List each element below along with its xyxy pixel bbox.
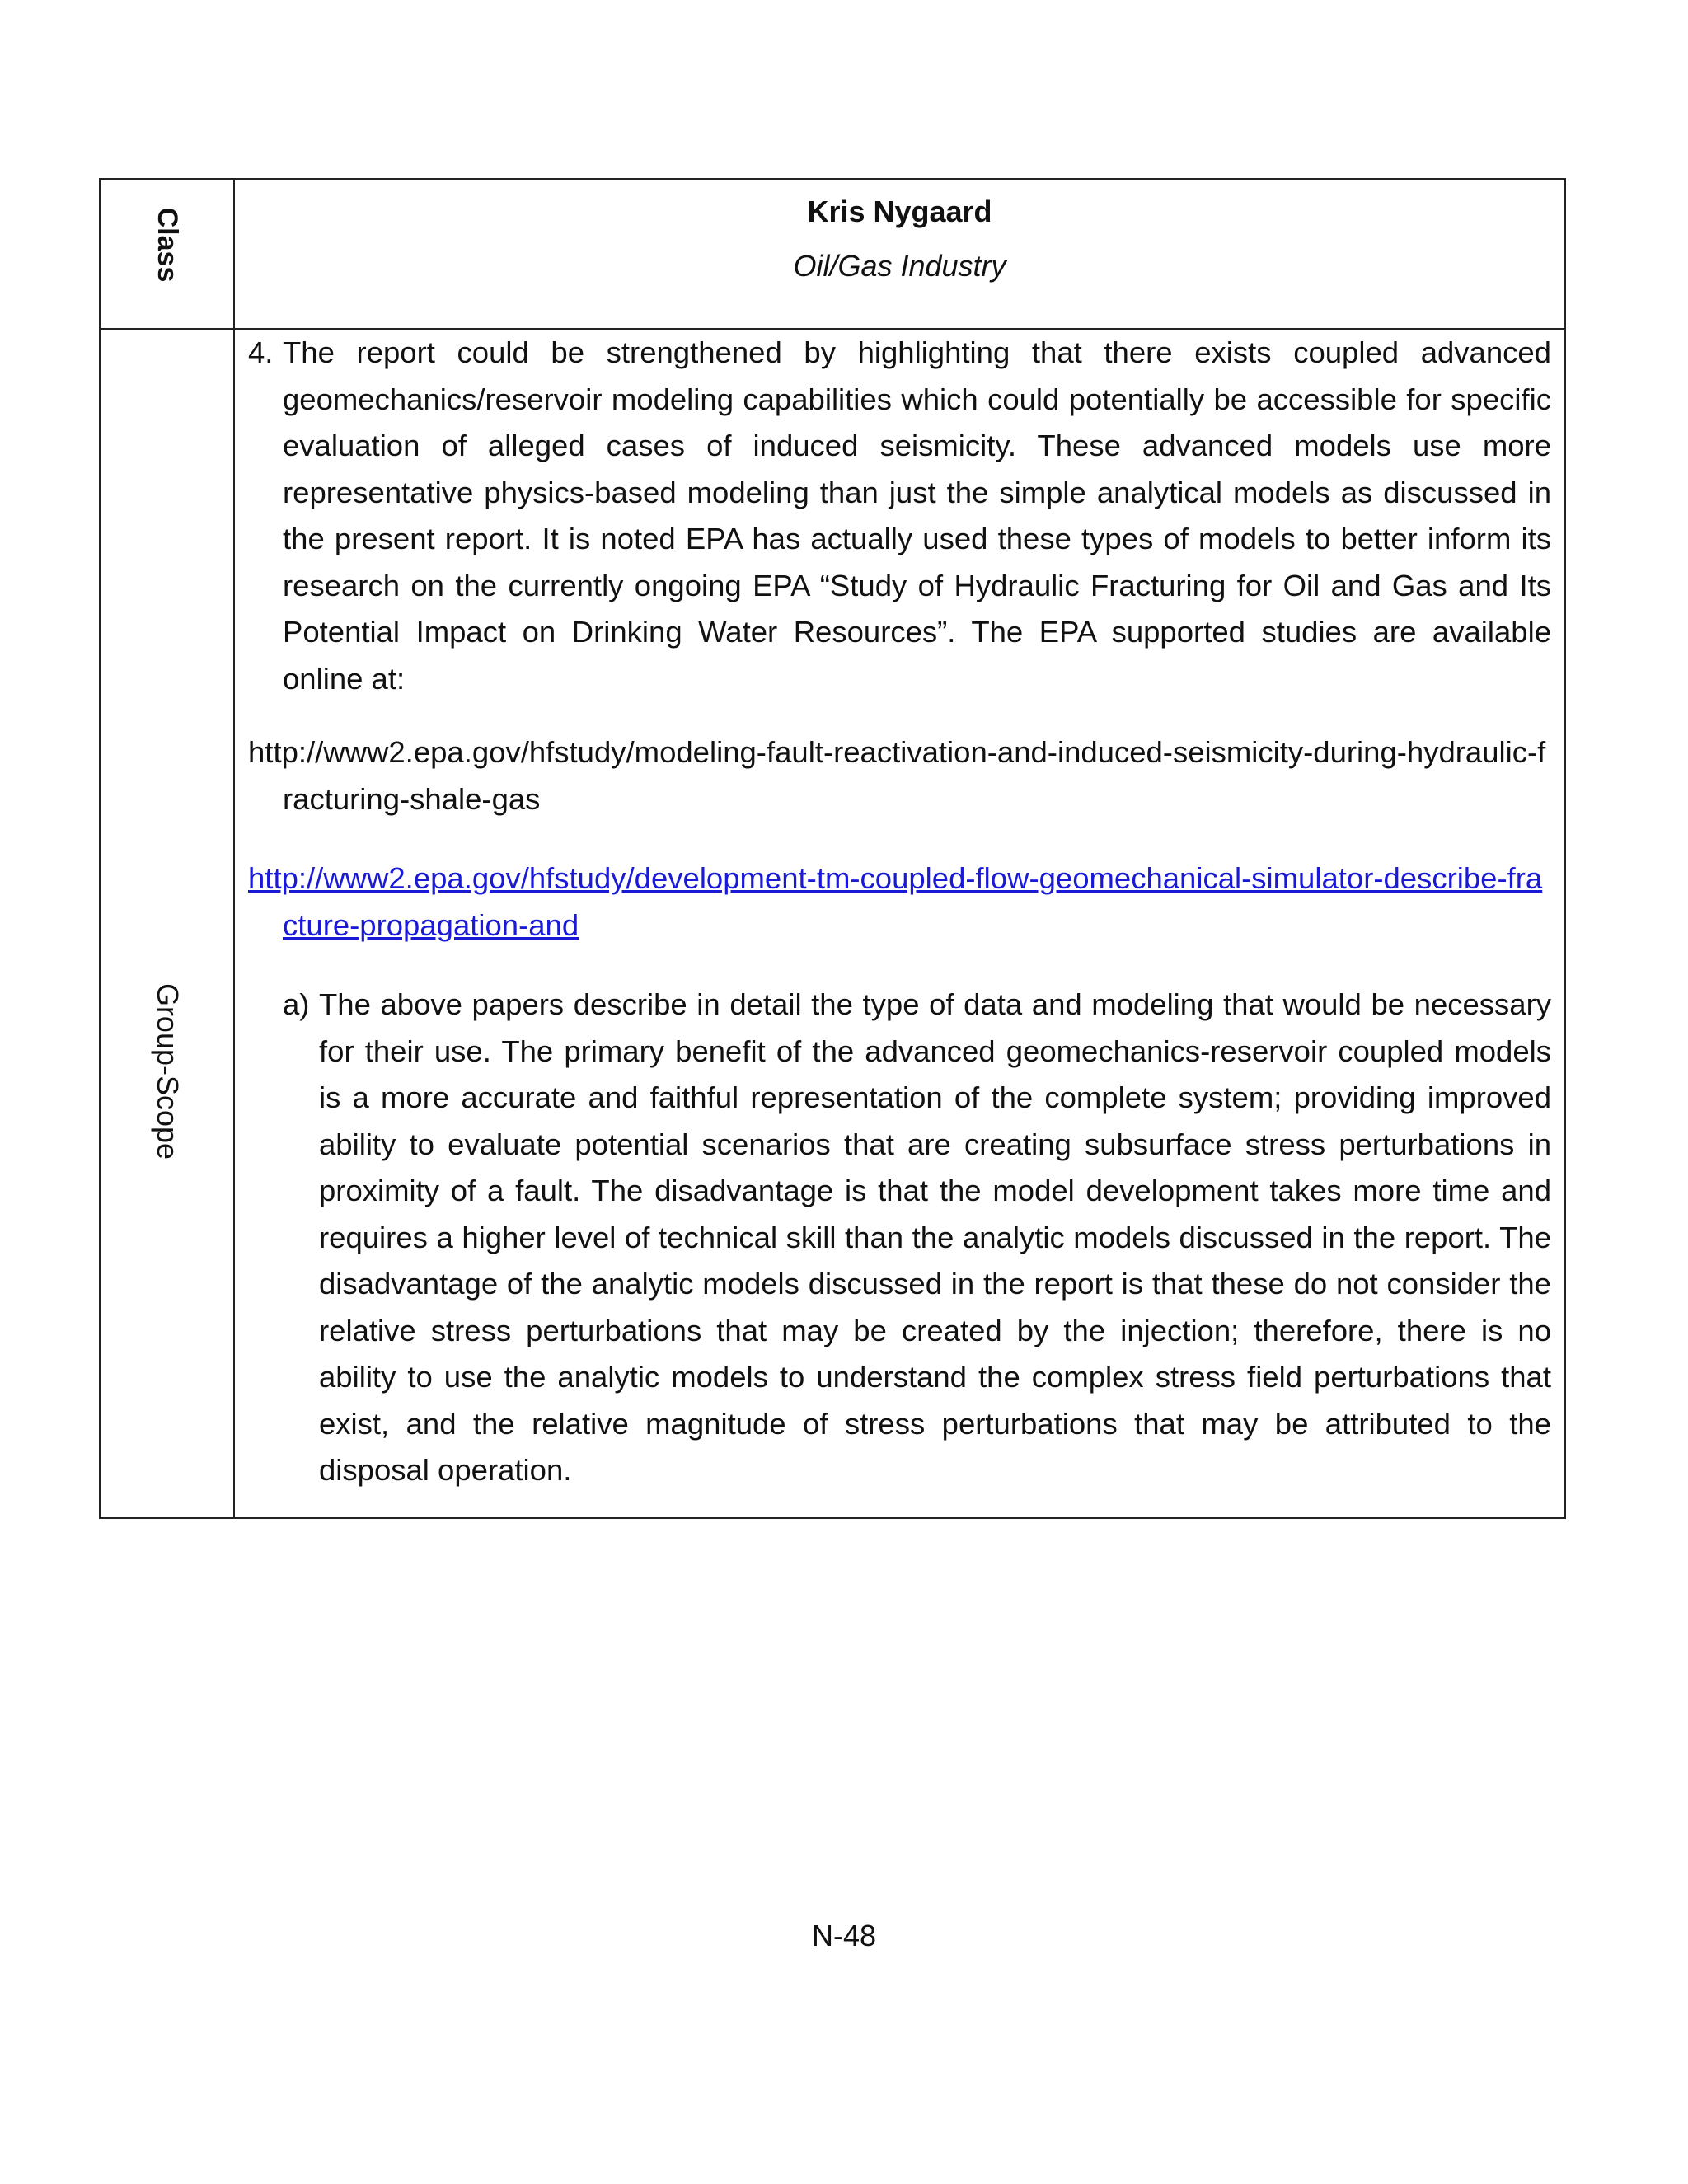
class-value-cell	[100, 329, 234, 1518]
study-url-plain: http://www2.epa.gov/hfstudy/modeling-fault-reactivation-and-induced-seismicity-during-hydraulic-fracturing-shale-gas	[248, 735, 1546, 816]
study-url-link[interactable]: http://www2.epa.gov/hfstudy/development-tm-coupled-flow-geomechanical-simulator-describe-fracture-propagation-and	[248, 861, 1543, 942]
item-text: The report could be strengthened by highlighting that there exists coupled advanced geomechanics/reservoir modeling capabilities which could potentially be accessible for specific evaluation of alleged cases of induced seismicity. These advanced models use more representative physics-based modeling than just the simple analytical models as discussed in the present report. It is noted EPA has actually used these types of models to better inform its research on the currently ongoing EPA “Study of Hydraulic Fracturing for Oil and Gas and Its Potential Impact on Drinking Water Resources”. The EPA supported studies are available online at:	[283, 335, 1551, 696]
class-header-cell	[100, 179, 234, 329]
comment-table	[99, 178, 1566, 1519]
reviewer-affiliation: Oil/Gas Industry	[793, 249, 1006, 283]
class-value-label: Group-Scope	[150, 982, 185, 1160]
comment-cell	[234, 329, 1565, 1518]
reviewer-name: Kris Nygaard	[807, 194, 992, 228]
table-row	[100, 329, 1565, 1518]
comment-subitem	[283, 982, 1551, 1494]
item-number: 4.	[248, 335, 274, 369]
subitem-letter: a)	[283, 987, 310, 1021]
page-number: N-48	[811, 1919, 877, 1952]
comment-item	[248, 330, 1551, 702]
subitem-text: The above papers describe in detail the type of data and modeling that would be necessary for their use. The primary benefit of the advanced geomechanics-reservoir coupled models is a more accurate and faithful representation of the complete system; providing improved ability to evaluate potential scenarios that are creating subsurface stress perturbations in proximity of a fault. The disadvantage is that the model development takes more time and requires a higher level of technical skill than the analytic models discussed in the report. The disadvantage of the analytic models discussed in the report is that these do not consider the relative stress perturbations that may be created by the injection; therefore, there is no ability to use the analytic models to understand the complex stress field perturbations that exist, and the relative magnitude of stress perturbations that may be attributed to the disposal operation.	[319, 987, 1551, 1487]
reviewer-header-cell	[234, 179, 1565, 329]
class-column-label: Class	[151, 207, 183, 283]
table-header-row	[100, 179, 1565, 329]
